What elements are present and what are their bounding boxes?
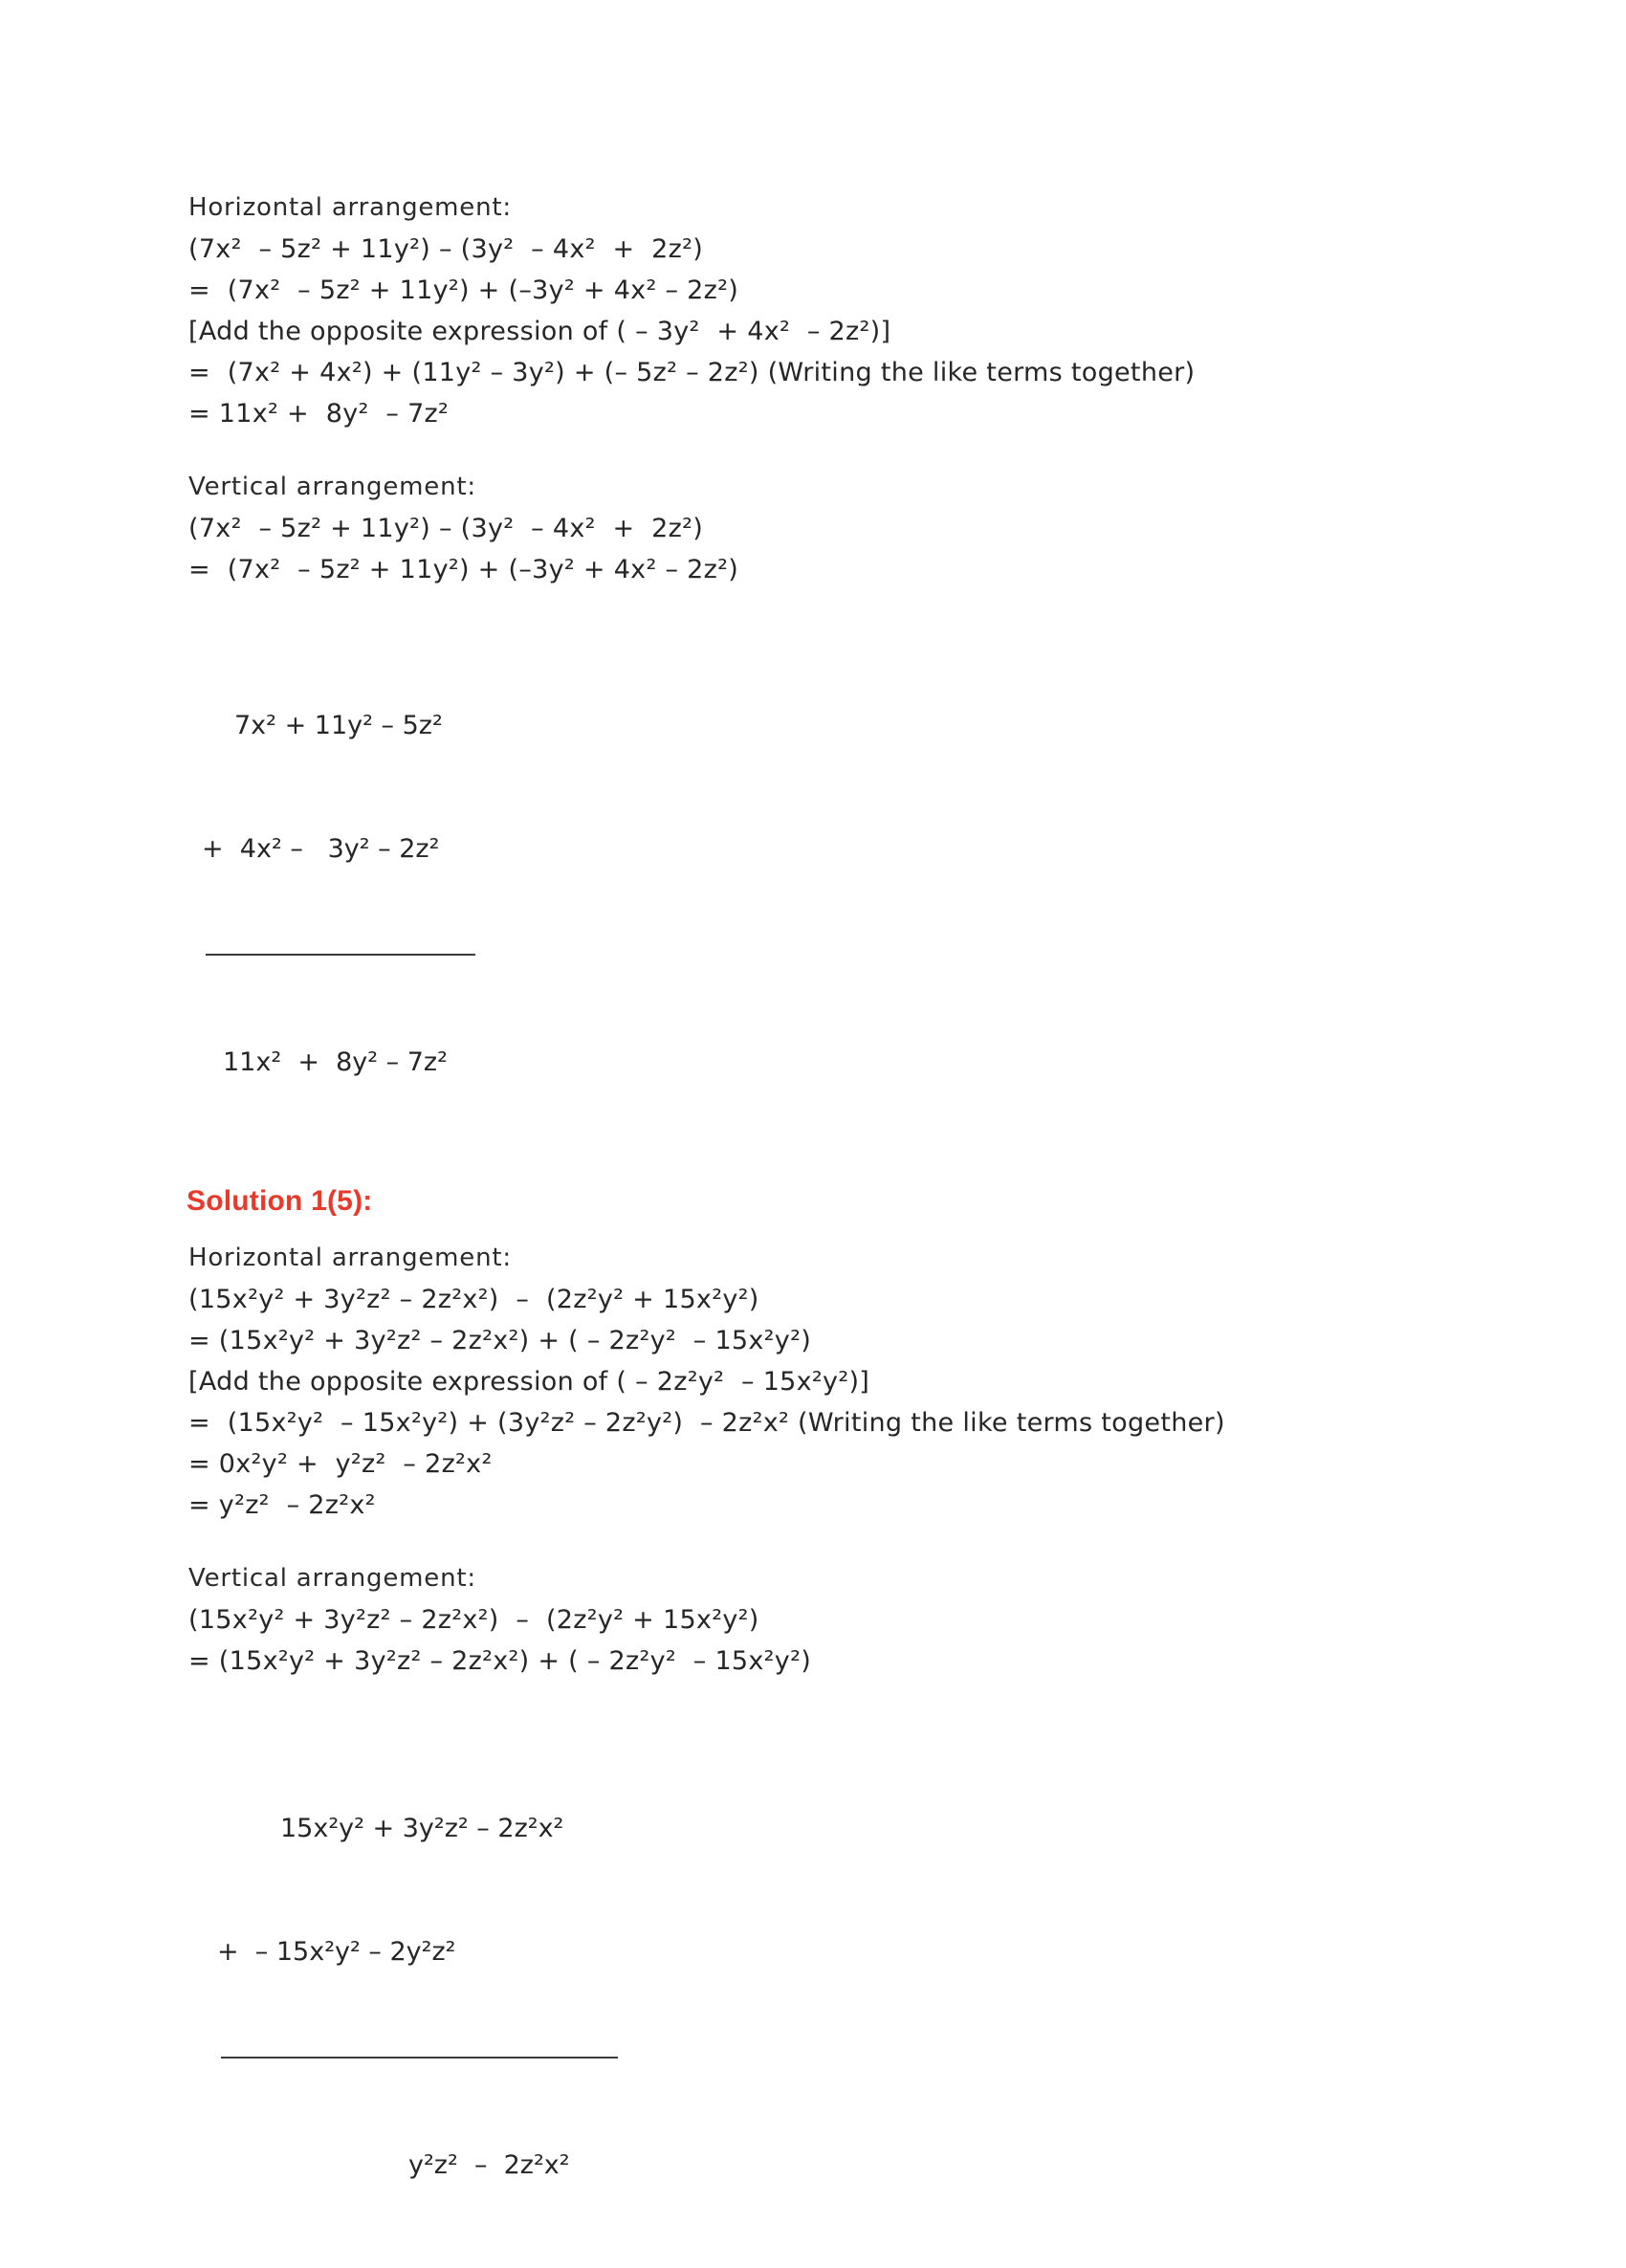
sol4-column-row-1: 7x² + 11y² – 5z² xyxy=(234,711,443,740)
spacer xyxy=(188,1165,1508,1180)
solution-5-section xyxy=(188,1180,1508,2268)
sol4-horizontal-line-5: = 11x² + 8y² – 7z² xyxy=(188,399,450,429)
sol4-horizontal-line-2: = (7x² – 5z² + 11y²) + (–3y² + 4x² – 2z²) xyxy=(188,275,739,305)
sol4-horizontal-line-4: = (7x² + 4x²) + (11y² – 3y²) + (– 5z² – 2z²) (Writing the like terms together) xyxy=(188,358,1196,387)
vertical-arrangement-label-2: Vertical arrangement: xyxy=(188,1564,476,1593)
sol5-vertical-line-1: (15x²y² + 3y²z² – 2z²x²) – (2z²y² + 15x²y²) xyxy=(188,1605,759,1635)
horizontal-arrangement-label-2: Horizontal arrangement: xyxy=(188,1244,512,1272)
sol5-column-sum-block xyxy=(217,1726,1508,2268)
sol5-vertical-line-2: = (15x²y² + 3y²z² – 2z²x²) + ( – 2z²y² – 15x²y²) xyxy=(188,1646,812,1676)
spacer xyxy=(188,1526,1508,1558)
sol5-column-row-2: + – 15x²y² – 2y²z² xyxy=(217,1937,456,1967)
sol5-horizontal-line-1: (15x²y² + 3y²z² – 2z²x²) – (2z²y² + 15x²y²) xyxy=(188,1285,759,1314)
sol5-column-result: y²z² – 2z²x² xyxy=(408,2150,570,2180)
document-content xyxy=(188,187,1508,2268)
sol4-horizontal-line-1: (7x² – 5z² + 11y²) – (3y² – 4x² + 2z²) xyxy=(188,234,704,264)
sol5-horizontal-line-5: = 0x²y² + y²z² – 2z²x² xyxy=(188,1449,493,1479)
sol5-horizontal-line-2: = (15x²y² + 3y²z² – 2z²x²) + ( – 2z²y² – 15x²y²) xyxy=(188,1326,812,1355)
sol4-horizontal-line-3: [Add the opposite expression of ( – 3y² + 4x² – 2z²)] xyxy=(188,317,891,346)
sol4-column-rule xyxy=(206,954,475,956)
sol4-column-result: 11x² + 8y² – 7z² xyxy=(223,1047,448,1077)
spacer xyxy=(188,1682,1508,1726)
sol5-horizontal-line-4: = (15x²y² – 15x²y²) + (3y²z² – 2z²y²) – 2z²x² (Writing the like terms together) xyxy=(188,1408,1225,1438)
solution-5-header: Solution 1(5): xyxy=(187,1185,373,1217)
vertical-arrangement-label-1: Vertical arrangement: xyxy=(188,473,476,501)
sol5-horizontal-line-6: = y²z² – 2z²x² xyxy=(188,1490,376,1520)
spacer xyxy=(188,590,1508,623)
sol4-vertical-line-2: = (7x² – 5z² + 11y²) + (–3y² + 4x² – 2z²) xyxy=(188,555,739,584)
spacer xyxy=(188,1222,1508,1238)
sol4-vertical-line-1: (7x² – 5z² + 11y²) – (3y² – 4x² + 2z²) xyxy=(188,514,704,543)
sol5-column-row-1: 15x²y² + 3y²z² – 2z²x² xyxy=(280,1814,564,1843)
sol5-horizontal-line-3: [Add the opposite expression of ( – 2z²y² – 15x²y²)] xyxy=(188,1367,870,1397)
sol5-column-rule xyxy=(221,2057,618,2059)
spacer xyxy=(188,434,1508,467)
sol4-column-row-2: + 4x² – 3y² – 2z² xyxy=(202,834,440,864)
sol4-column-sum-block xyxy=(202,623,1508,1165)
solution-4-section xyxy=(188,187,1508,1165)
horizontal-arrangement-label-1: Horizontal arrangement: xyxy=(188,193,512,222)
